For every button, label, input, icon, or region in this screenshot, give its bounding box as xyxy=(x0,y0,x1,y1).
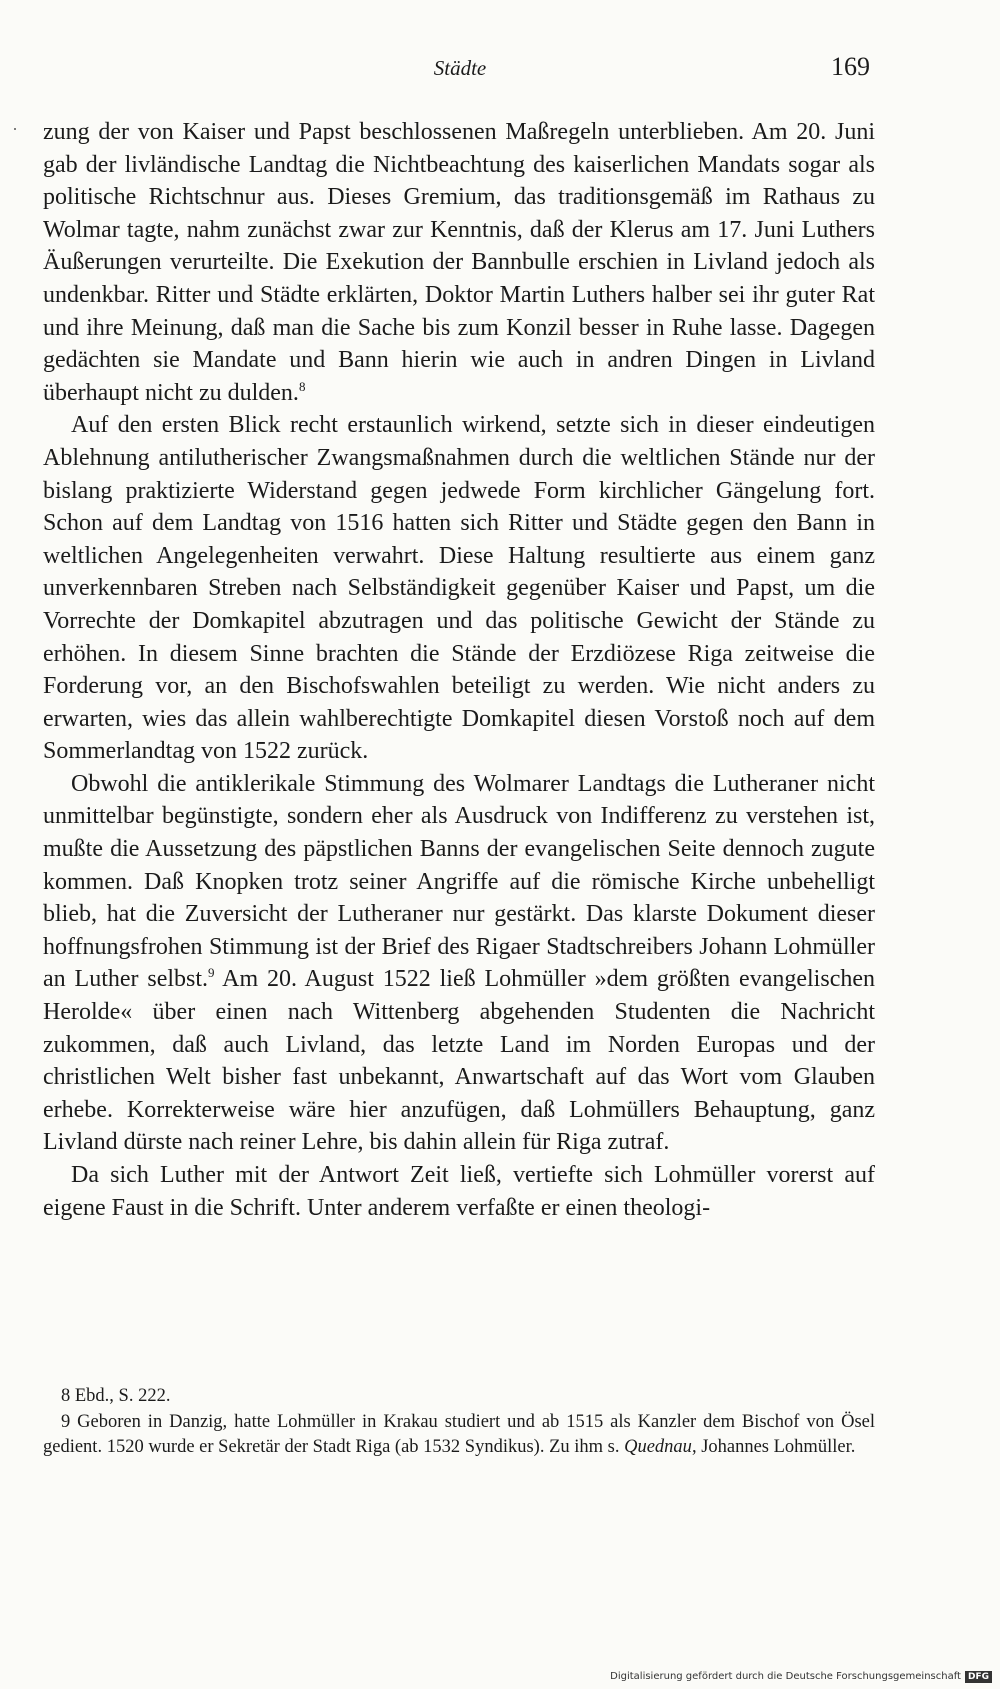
footnote: 8 Ebd., S. 222. xyxy=(61,1386,171,1406)
dfg-logo: DFG xyxy=(965,1671,992,1683)
digitization-footer xyxy=(610,1671,992,1683)
paragraph: Obwohl die antiklerikale Stimmung des Wolmarer Landtags die Lutheraner nicht unmittelbar begünstigte, sondern eher als Ausdruck von Indifferenz zu verstehen ist, mußte die Aussetzung des päpstlichen Banns der evangelischen Seite dennoch zugute kommen. Daß Knopken trotz seiner Angriffe auf die römische Kirche unbehelligt blieb, hat die Zuversicht der Lutheraner nur gestärkt. Das klarste Dokument dieser hoffnungsfrohen Stimmung ist der Brief des Rigaer Stadtschreibers Johann Lohmüller an Luther selbst.$^9$ Am 20. August 1522 ließ Lohmüller »dem größten evangelischen Herolde« über einen nach Wittenberg abgehenden Studenten die Nachricht zukommen, daß auch Livland, das letzte Land im Norden Europas und der christlichen Welt bisher fast unbekannt, Anwartschaft auf das Wort vom Glauben erhebe. Korrekterweise wäre hier anzufügen, daß Lohmüllers Behauptung, ganz Livland dürste nach reiner Lehre, bis dahin allein für Riga zutraf. xyxy=(43,770,875,1156)
paragraph: Da sich Luther mit der Antwort Zeit ließ, vertiefte sich Lohmüller vorerst auf eigene Faust in die Schrift. Unter anderem verfaßte er einen theologi- xyxy=(43,1162,875,1221)
footnote: 9 Geboren in Danzig, hatte Lohmüller in Krakau studiert und ab 1515 als Kanzler dem Bischof von Ösel gedient. 1520 wurde er Sekretär der Stadt Riga (ab 1532 Syndikus). Zu ihm s. Quednau, Johannes Lohmüller. xyxy=(43,1411,875,1457)
footnote-ref: 8 xyxy=(298,378,306,394)
scan-speck xyxy=(14,128,16,130)
footer-text: Digitalisierung gefördert durch die Deutsche Forschungsgemeinschaft xyxy=(610,1671,961,1682)
body-text xyxy=(43,116,875,1224)
page-number: 169 xyxy=(831,52,870,81)
paragraph: Auf den ersten Blick recht erstaunlich wirkend, setzte sich in dieser eindeutigen Ablehnung antilutherischer Zwangsmaßnahmen durch die weltlichen Stände nur der bislang praktizierte Widerstand gegen jedwede Form kirchlicher Gängelung fort. Schon auf dem Landtag von 1516 hatten sich Ritter und Städte gegen den Bann in weltlichen Angelegenheiten verwahrt. Diese Haltung resultierte aus einem ganz unverkennbaren Streben nach Selbständigkeit gegenüber Kaiser und Papst, um die Vorrechte der Domkapitel abzutragen und das politische Gewicht der Stände zu erhöhen. In diesem Sinne brachten die Stände der Erzdiözese Riga zeitweise die Forderung vor, an den Bischofswahlen beteiligt zu werden. Wie nicht anders zu erwarten, wies das allein wahlberechtigte Domkapitel diesen Vorstoß noch auf dem Sommerlandtag von 1522 zurück. xyxy=(43,412,875,765)
footnotes xyxy=(43,1384,875,1461)
running-title: Städte xyxy=(433,56,487,80)
running-header xyxy=(44,52,876,86)
author-reference: Quednau xyxy=(624,1437,692,1457)
paragraph: zung der von Kaiser und Papst beschlossenen Maßregeln unterblieben. Am 20. Juni gab der livländische Landtag die Nichtbeachtung des kaiserlichen Mandats sogar als politische Richtschnur aus. Dieses Gremium, das traditionsgemäß im Rathaus zu Wolmar tagte, nahm zunächst zwar zur Kenntnis, daß der Klerus am 17. Juni Luthers Äußerungen verurteilte. Die Exekution der Bannbulle erschien in Livland jedoch als undenkbar. Ritter und Städte erklärten, Doktor Martin Luthers halber sei ihr guter Rat und ihre Meinung, daß man die Sache bis zum Konzil besser in Ruhe lasse. Dagegen gedächten sie Mandate und Bann hierin wie auch in andren Dingen in Livland überhaupt nicht zu dulden.$^8$ xyxy=(43,119,875,406)
footnote-ref: 9 xyxy=(208,965,215,981)
